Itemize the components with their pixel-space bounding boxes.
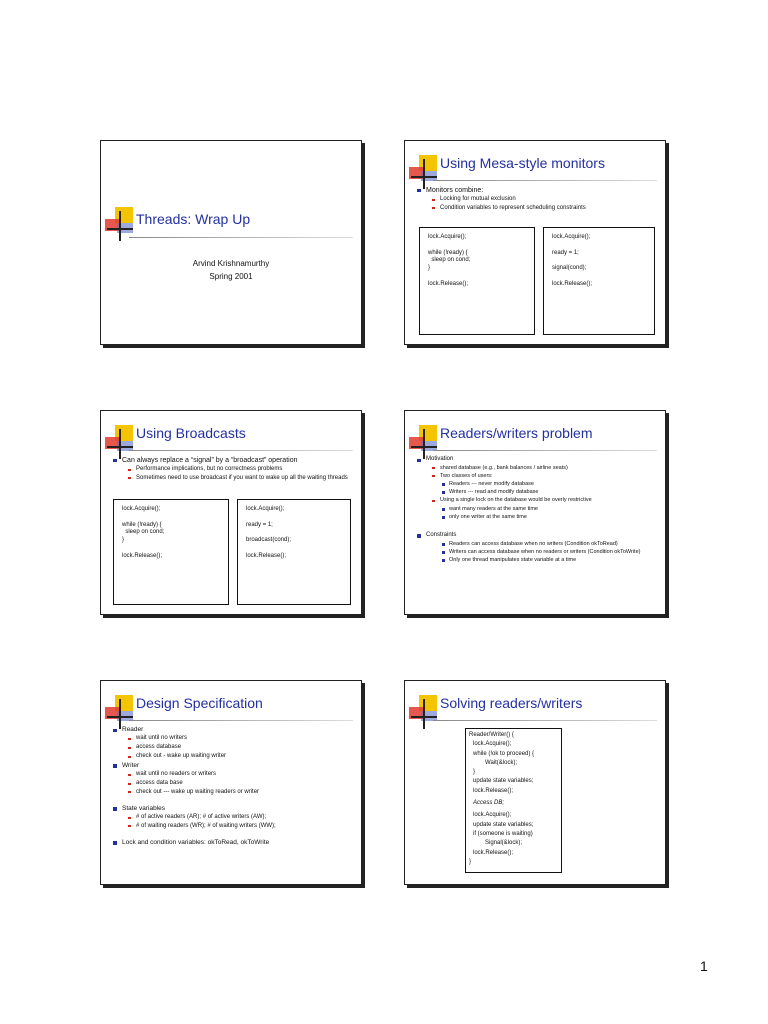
code-line: lock.Release(); [122, 552, 163, 559]
code-box-right [237, 499, 351, 605]
code-line [428, 273, 526, 281]
sub-bullet: # of active readers (AR); # of active writers (AW); [111, 814, 355, 822]
sub-sub-bullet: Writers can access database when no readers or writers (Condition okToWrite) [415, 549, 659, 556]
sub-bullet: shared database (e.g., bank balances / airline seats) [415, 465, 659, 472]
sub-bullet: wait until no readers or writers [111, 771, 355, 779]
title-rule [433, 180, 657, 181]
code-line: lock.Acquire(); [428, 234, 467, 240]
bullet: Writer [111, 762, 355, 770]
slide-threads-wrap-up [100, 140, 362, 345]
code-box-left [113, 499, 229, 605]
code-line: } [428, 265, 431, 272]
code-line: broadcast(cond); [246, 537, 292, 544]
term-date: Spring 2001 [209, 272, 253, 281]
code-line [122, 514, 220, 522]
slide-title: Solving readers/writers [440, 695, 583, 711]
sub-sub-bullet: Writers --- read and modify database [415, 489, 659, 496]
code-line: while (!ok to proceed) { [473, 750, 535, 757]
code-line: lock.Release(); [428, 280, 469, 287]
code-line: lock.Acquire(); [122, 506, 161, 512]
sub-bullet: Two classes of users: [415, 473, 659, 480]
sub-bullet: Condition variables to represent scheduling constraints [415, 205, 659, 213]
sub-bullet: Performance implications, but no correctness problems [111, 466, 355, 474]
slide-mesa-monitors [404, 140, 666, 345]
code-line: ready = 1; [246, 521, 273, 528]
code-line: if (someone is waiting) [473, 830, 533, 837]
sub-bullet: Locking for mutual exclusion [415, 196, 659, 204]
code-line: lock.Release(); [473, 787, 514, 794]
slide-title: Using Mesa-style monitors [440, 155, 605, 171]
code-line [552, 257, 646, 265]
title-rule [129, 450, 353, 451]
sub-sub-bullet: Readers --- never modify database [415, 481, 659, 488]
slide-title: Readers/writers problem [440, 425, 593, 441]
code-box-right [543, 227, 655, 335]
code-line: sleep on cond; [428, 257, 471, 264]
code-line: Reader/Writer() { [469, 732, 514, 738]
sub-sub-bullet: Readers can access database when no writers (Condition okToRead) [415, 541, 659, 548]
slide-design-specification [100, 680, 362, 885]
sub-bullet: access database [111, 744, 355, 752]
code-line: update state variables; [473, 821, 534, 828]
bullet: State variables [111, 805, 355, 813]
code-box-left [419, 227, 535, 335]
slide-title: Threads: Wrap Up [136, 211, 251, 227]
title-rule [129, 720, 353, 721]
code-line: while (!ready) { [122, 521, 162, 528]
code-line: lock.Acquire(); [246, 506, 285, 512]
bullet: Motivation [415, 456, 659, 464]
code-line: } [469, 858, 472, 865]
slide-body [415, 185, 659, 214]
code-line: Wait(&lock); [485, 759, 518, 766]
code-line: lock.Release(); [473, 849, 514, 856]
code-line: signal(cond); [552, 265, 587, 272]
code-line: lock.Release(); [246, 552, 287, 559]
code-line: ready = 1; [552, 249, 579, 256]
code-line: lock.Acquire(); [473, 812, 512, 819]
code-line: while (!ready) { [428, 249, 468, 256]
code-line [552, 242, 646, 250]
slide-readers-writers-problem [404, 410, 666, 615]
slide-solving-readers-writers [404, 680, 666, 885]
slide-body [415, 455, 659, 565]
logo-icon [105, 425, 135, 459]
sub-sub-bullet: want many readers at the same time [415, 506, 659, 513]
bullet: Monitors combine: [415, 186, 659, 195]
code-line: lock.Acquire(); [552, 234, 591, 240]
sub-sub-bullet: Only one thread manipulates state variable at a time [415, 557, 659, 564]
code-line [246, 514, 342, 522]
code-line: lock.Acquire(); [473, 741, 512, 748]
slide-title: Design Specification [136, 695, 263, 711]
code-line [246, 545, 342, 553]
code-line [122, 545, 220, 553]
sub-bullet: # of waiting readers (WR); # of waiting writers (WW); [111, 823, 355, 831]
code-box [465, 728, 562, 873]
bullet: Reader [111, 726, 355, 734]
bullet: Can always replace a “signal” by a “broadcast” operation [111, 456, 355, 465]
code-line: update state variables; [473, 778, 534, 785]
logo-icon [105, 695, 135, 729]
page-number: 1 [700, 958, 708, 974]
code-line: } [122, 537, 125, 544]
slide-title: Using Broadcasts [136, 425, 246, 441]
code-line: Signal(&lock); [485, 840, 523, 847]
author-name: Arvind Krishnamurthy [192, 259, 270, 268]
title-rule [433, 450, 657, 451]
sub-bullet: wait until no writers [111, 735, 355, 743]
title-rule [433, 720, 657, 721]
sub-bullet: Using a single lock on the database would be overly restrictive [415, 497, 659, 504]
logo-icon [105, 207, 135, 241]
sub-bullet: check out --- wake up waiting readers or writer [111, 789, 355, 797]
sub-bullet: check out - wake up waiting writer [111, 753, 355, 761]
code-line: } [473, 769, 476, 776]
sub-sub-bullet: only one writer at the same time [415, 514, 659, 521]
code-line [428, 242, 526, 250]
slide-body [111, 455, 355, 484]
title-rule [129, 237, 353, 238]
code-line: sleep on cond; [122, 529, 165, 536]
logo-icon [409, 425, 439, 459]
logo-icon [409, 695, 439, 729]
bullet: Lock and condition variables: okToRead, okToWrite [111, 839, 355, 847]
code-line [246, 529, 342, 537]
code-line [552, 273, 646, 281]
sub-bullet: Sometimes need to use broadcast if you want to wake up all the waiting threads [111, 475, 355, 483]
code-line: Access DB; [473, 800, 505, 807]
sub-bullet: access data base [111, 780, 355, 788]
slide-body [111, 725, 355, 848]
logo-icon [409, 155, 439, 189]
slide-using-broadcasts [100, 410, 362, 615]
bullet: Constraints [415, 532, 659, 540]
code-line: lock.Release(); [552, 280, 593, 287]
